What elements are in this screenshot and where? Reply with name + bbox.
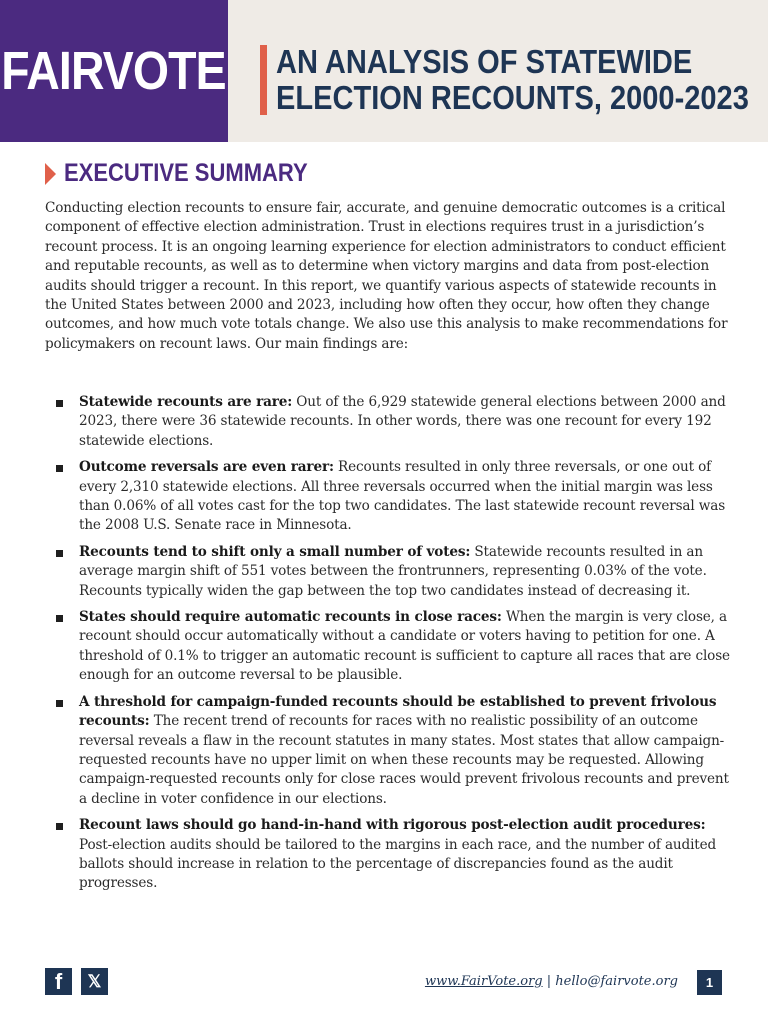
section-title: EXECUTIVE SUMMARY xyxy=(64,159,308,187)
bullet-icon xyxy=(56,465,63,472)
finding-text: Post-election audits should be tailored to the margins in each race, and the number of audited ballots should increase in relation to the percentage of discrepancies found as the audit progresses. xyxy=(79,836,717,892)
logo-block xyxy=(0,0,228,142)
finding-heading: Recount laws should go hand-in-hand with rigorous post-election audit procedures: xyxy=(79,817,706,834)
document-title xyxy=(276,43,749,116)
bullet-icon xyxy=(56,615,63,622)
finding-text: Recounts resulted in only three reversals, or one out of every 2,310 statewide elections. All three reversals occurred when the initial margin was less than 0.06% of all votes cast for the top two candidates. The last statewide recount reversal was the 2008 U.S. Senate race in Minnesota. xyxy=(79,459,726,534)
finding-heading: Outcome reversals are even rarer: xyxy=(79,459,334,476)
bullet-icon xyxy=(56,550,63,557)
finding-text: Statewide recounts resulted in an average margin shift of 551 votes between the frontrunners, representing 0.03% of the vote. Recounts typically widen the gap between the top two candidates instead of decreasing it. xyxy=(79,543,707,599)
intro-paragraph: Conducting election recounts to ensure fair, accurate, and genuine democratic outcomes is a critical component of effective election administration. Trust in elections requires trust in a jurisdiction’s recount process. It is an ongoing learning experience for election administrators to conduct efficient and reputable recounts, as well as to determine when victory margins and data from post-election audits should trigger a recount. In this report, we quantify various aspects of statewide recounts in the United States between 2000 and 2023, including how often they occur, how often they change outcomes, and how much vote totals change. We also use this analysis to make recommendations for policymakers on recount laws. Our main findings are: xyxy=(45,200,728,352)
title-line-1: AN ANALYSIS OF STATEWIDE xyxy=(276,43,693,80)
page-number: 1 xyxy=(697,970,722,995)
footer-links xyxy=(425,974,678,989)
bullet-icon xyxy=(56,823,63,830)
email-link[interactable]: hello@fairvote.org xyxy=(555,974,678,989)
title-block xyxy=(228,0,768,142)
title-accent-bar xyxy=(260,45,267,115)
finding-text: Out of the 6,929 statewide general elections between 2000 and 2023, there were 36 statewide recounts. In other words, there was one recount for every 192 statewide elections. xyxy=(79,394,726,449)
finding-text: The recent trend of recounts for races with no realistic possibility of an outcome reversal reveals a flaw in the recount statutes in many states. Most states that allow campaign-requested recounts have no upper limit on when these recounts may be requested. Allowing campaign-requested recounts only for close races would prevent frivolous recounts and prevent a decline in voter confidence in our elections. xyxy=(79,713,729,807)
fairvote-logo: FAIRVOTE xyxy=(1,41,227,101)
bullet-icon xyxy=(56,700,63,707)
finding-item xyxy=(45,543,735,601)
title-line-2: ELECTION RECOUNTS, 2000-2023 xyxy=(276,79,749,116)
section-heading xyxy=(45,159,341,188)
finding-text: When the margin is very close, a recount should occur automatically without a candidate or voters having to petition for one. A threshold of 0.1% to trigger an automatic recount is sufficient to capture all races that are close enough for an outcome reversal to be plausible. xyxy=(79,609,730,684)
arrow-icon xyxy=(45,163,56,185)
finding-item xyxy=(45,693,735,809)
finding-heading: Statewide recounts are rare: xyxy=(79,394,293,410)
footer-separator: | xyxy=(542,974,556,989)
facebook-icon[interactable]: f xyxy=(45,968,72,995)
finding-item xyxy=(45,608,735,686)
findings-list xyxy=(45,393,735,901)
x-icon[interactable]: 𝕏 xyxy=(81,968,108,995)
finding-heading: States should require automatic recounts in close races: xyxy=(79,609,502,626)
finding-heading: A threshold for campaign-funded recounts should be established to prevent frivolous recounts: xyxy=(79,693,717,730)
finding-heading: Recounts tend to shift only a small number of votes: xyxy=(79,543,471,560)
bullet-icon xyxy=(56,400,63,407)
finding-item xyxy=(45,816,735,894)
website-link[interactable]: www.FairVote.org xyxy=(424,974,543,989)
finding-item xyxy=(45,458,735,536)
finding-item xyxy=(45,393,735,451)
